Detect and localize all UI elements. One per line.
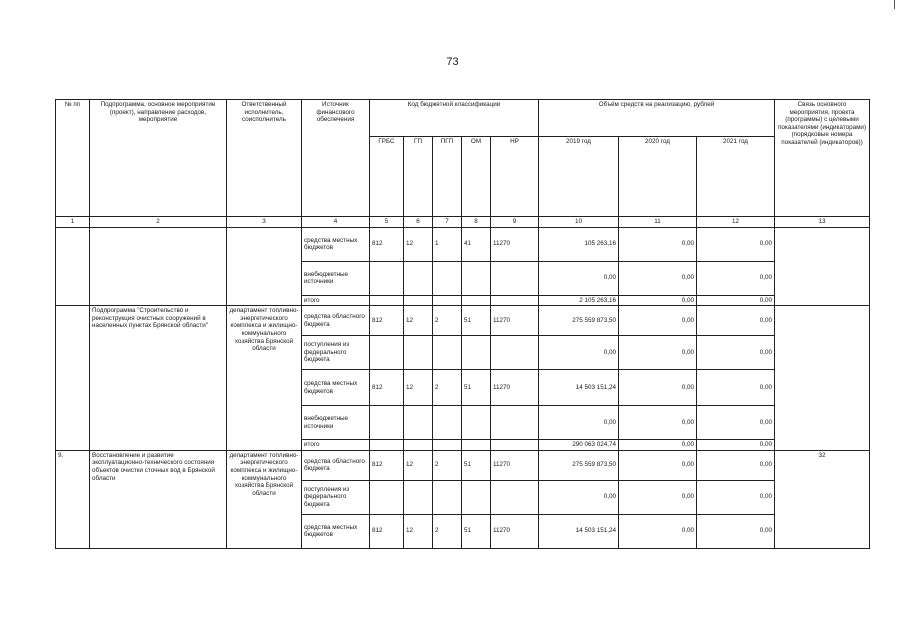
cell-2020: 0,00 (619, 450, 697, 480)
cell-source: внебюджетные источники (302, 261, 370, 295)
cell-source: средства местных бюджетов (302, 227, 370, 261)
cell-responsible: департамент топливно-энергетического комплекса и жилищно-коммунального хозяйства Брянской области (227, 306, 302, 451)
cell-responsible: департамент топливно-энергетического комплекса и жилищно-коммунального хозяйства Брянской области (227, 450, 302, 548)
cell-2021: 0,00 (697, 480, 775, 514)
cell-2021: 0,00 (697, 370, 775, 406)
cell-source: средства местных бюджетов (302, 514, 370, 548)
cell-grbs: 812 (370, 514, 404, 548)
cell-om (462, 406, 491, 440)
cell-no: 9. (56, 450, 90, 548)
cell-source: средства областного бюджета (302, 306, 370, 336)
cell-nr (491, 406, 539, 440)
cell-pgp: 2 (433, 306, 462, 336)
cell-pgp: 1 (433, 227, 462, 261)
header-col-program: Подпрограмма, основное мероприятие (проект), направление расходов, мероприятие (90, 100, 227, 217)
cell-2019: 0,00 (539, 406, 619, 440)
cell-grbs (370, 261, 404, 295)
total-2021: 0,00 (697, 295, 775, 306)
total-2019: 290 063 024,74 (539, 440, 619, 451)
cell-grbs (370, 406, 404, 440)
cell-nr: 11270 (491, 514, 539, 548)
cell-link: 32 (775, 450, 870, 548)
cell-responsible (227, 227, 302, 306)
cell-no (56, 227, 90, 306)
header-om: ОМ (462, 137, 491, 217)
cell-2019: 14 503 151,24 (539, 370, 619, 406)
cell-source: средства областного бюджета (302, 450, 370, 480)
table-row (56, 306, 870, 336)
cell-program: Восстановление и развитие эксплуатационно-технического состояния объектов очистки сточных вод в Брянской области (90, 450, 227, 548)
total-2020: 0,00 (619, 440, 697, 451)
cell-om: 51 (462, 514, 491, 548)
header-col-no: № пп (56, 100, 90, 217)
cell-om: 41 (462, 227, 491, 261)
cell-source: внебюджетные источники (302, 406, 370, 440)
header-grbs: ГРБС (370, 137, 404, 217)
cell-2021: 0,00 (697, 514, 775, 548)
cell-gp: 12 (404, 514, 433, 548)
header-col-source: Источник финансового обеспечения (302, 100, 370, 217)
cell-gp (404, 261, 433, 295)
cell-gp: 12 (404, 370, 433, 406)
column-number: 3 (227, 217, 302, 228)
total-2021: 0,00 (697, 440, 775, 451)
cell-2020: 0,00 (619, 480, 697, 514)
column-number: 5 (370, 217, 404, 228)
cell-2021: 0,00 (697, 261, 775, 295)
cell-program: Подпрограмма "Строительство и реконструкция очистных сооружений в населенных пунктах Брянской области" (90, 306, 227, 451)
cell-grbs (370, 480, 404, 514)
cell-nr (491, 480, 539, 514)
column-number: 13 (775, 217, 870, 228)
total-2020: 0,00 (619, 295, 697, 306)
budget-table (55, 99, 870, 549)
header-gp: ГП (404, 137, 433, 217)
column-number: 4 (302, 217, 370, 228)
header-col-link: Связь основного мероприятия, проекта (программы) с целевыми показателями (индикаторами) (порядковые номера показателей (индикаторов)) (775, 100, 870, 217)
cell-source: поступления из федерального бюджета (302, 336, 370, 370)
cell-pgp (433, 406, 462, 440)
cell-grbs: 812 (370, 370, 404, 406)
header-nr: НР (491, 137, 539, 217)
table-row (56, 227, 870, 261)
cell-2019: 0,00 (539, 336, 619, 370)
cell-grbs: 812 (370, 306, 404, 336)
column-number: 8 (462, 217, 491, 228)
column-number: 9 (491, 217, 539, 228)
cell-2019: 0,00 (539, 480, 619, 514)
column-number: 10 (539, 217, 619, 228)
cell-gp: 12 (404, 450, 433, 480)
cell-gp (404, 406, 433, 440)
cell-nr: 11270 (491, 306, 539, 336)
cell-nr (491, 261, 539, 295)
cell-2020: 0,00 (619, 306, 697, 336)
cell-pgp (433, 336, 462, 370)
header-2019: 2019 год (539, 137, 619, 217)
page-edge-mark (894, 0, 895, 9)
cell-pgp: 2 (433, 450, 462, 480)
cell-2021: 0,00 (697, 227, 775, 261)
cell-om: 51 (462, 370, 491, 406)
header-code-group: Код бюджетной классификации (370, 100, 539, 137)
column-number: 2 (90, 217, 227, 228)
cell-gp: 12 (404, 227, 433, 261)
cell-pgp: 2 (433, 370, 462, 406)
cell-2019: 0,00 (539, 261, 619, 295)
cell-source: средства местных бюджетов (302, 370, 370, 406)
cell-om (462, 261, 491, 295)
cell-nr: 11270 (491, 370, 539, 406)
header-col-responsible: Ответственный исполнитель, соисполнитель (227, 100, 302, 217)
cell-2020: 0,00 (619, 227, 697, 261)
column-number: 1 (56, 217, 90, 228)
header-2021: 2021 год (697, 137, 775, 217)
cell-2021: 0,00 (697, 406, 775, 440)
column-number-row (56, 217, 870, 228)
cell-nr: 11270 (491, 450, 539, 480)
cell-no (56, 306, 90, 451)
cell-om (462, 480, 491, 514)
cell-2020: 0,00 (619, 370, 697, 406)
cell-link (775, 306, 870, 451)
cell-gp: 12 (404, 306, 433, 336)
cell-2021: 0,00 (697, 450, 775, 480)
cell-grbs: 812 (370, 450, 404, 480)
cell-pgp: 2 (433, 514, 462, 548)
cell-pgp (433, 261, 462, 295)
cell-nr (491, 336, 539, 370)
cell-2021: 0,00 (697, 336, 775, 370)
cell-2019: 14 503 151,24 (539, 514, 619, 548)
cell-link (775, 227, 870, 306)
total-label: итого (302, 295, 370, 306)
header-2020: 2020 год (619, 137, 697, 217)
cell-pgp (433, 480, 462, 514)
cell-gp (404, 480, 433, 514)
column-number: 12 (697, 217, 775, 228)
cell-2020: 0,00 (619, 406, 697, 440)
cell-2020: 0,00 (619, 261, 697, 295)
cell-nr: 11270 (491, 227, 539, 261)
cell-2020: 0,00 (619, 336, 697, 370)
cell-program (90, 227, 227, 306)
cell-2020: 0,00 (619, 514, 697, 548)
cell-om: 51 (462, 306, 491, 336)
cell-2019: 275 559 873,50 (539, 306, 619, 336)
cell-om (462, 336, 491, 370)
header-pgp: ПГП (433, 137, 462, 217)
total-label: итого (302, 440, 370, 451)
header-volume-group: Объём средств на реализацию, рублей (539, 100, 775, 137)
cell-om: 51 (462, 450, 491, 480)
total-2019: 2 105 263,16 (539, 295, 619, 306)
page-number: 73 (446, 56, 459, 68)
cell-grbs (370, 336, 404, 370)
cell-2019: 275 559 873,50 (539, 450, 619, 480)
column-number: 11 (619, 217, 697, 228)
cell-2021: 0,00 (697, 306, 775, 336)
table-row (56, 450, 870, 480)
column-number: 6 (404, 217, 433, 228)
cell-2019: 105 263,16 (539, 227, 619, 261)
cell-grbs: 812 (370, 227, 404, 261)
cell-source: поступления из федерального бюджета (302, 480, 370, 514)
column-number: 7 (433, 217, 462, 228)
cell-gp (404, 336, 433, 370)
